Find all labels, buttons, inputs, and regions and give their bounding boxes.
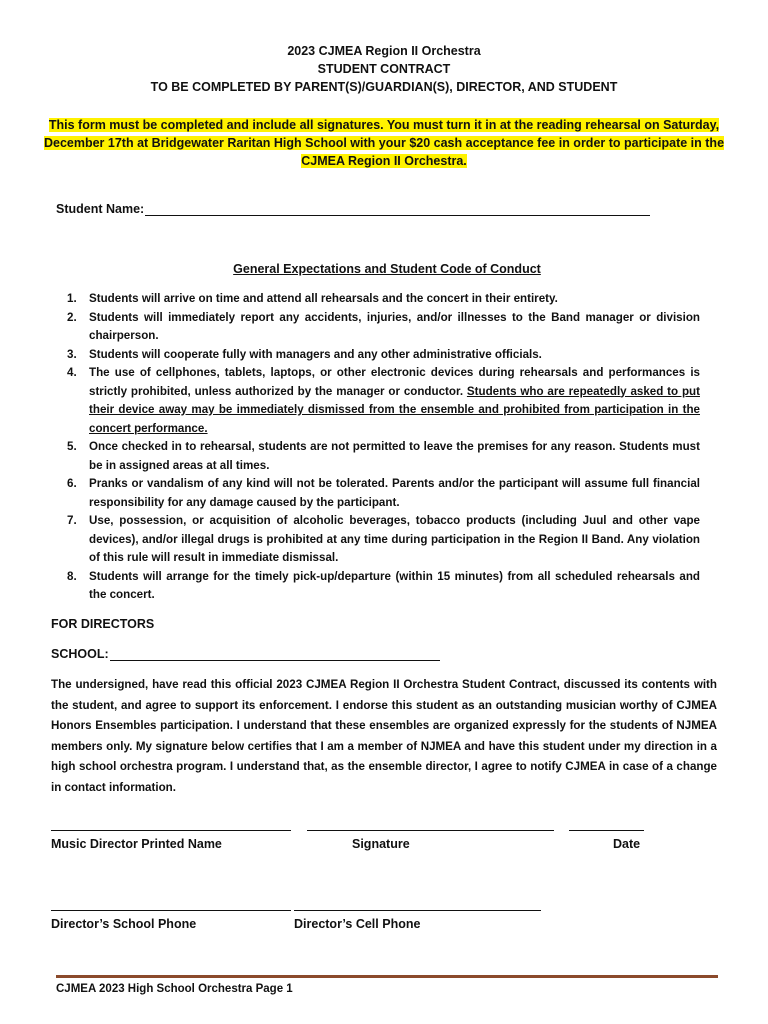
rule-item xyxy=(51,290,700,309)
rule-number: 5. xyxy=(67,440,77,453)
rule-item xyxy=(51,364,700,438)
highlighted-notice xyxy=(40,116,728,170)
student-name-field xyxy=(56,202,650,216)
school-label: SCHOOL: xyxy=(51,647,109,661)
rule-underlined-text: Students who are repeatedly asked to put their device away may be immediately dismissed from the ensemble and prohibited from participation in the concert performance. xyxy=(89,384,700,435)
code-of-conduct-title: General Expectations and Student Code of Conduct xyxy=(233,262,541,276)
rule-text: Pranks or vandalism of any kind will not be tolerated. Parents and/or the participant will assume full financial responsibility for any damage caused by the participant. xyxy=(89,477,700,509)
rule-item xyxy=(51,512,700,568)
printed-name-line[interactable] xyxy=(51,830,291,831)
rule-number: 4. xyxy=(67,366,77,379)
school-line[interactable] xyxy=(110,647,440,661)
date-label: Date xyxy=(613,837,641,851)
rule-number: 8. xyxy=(67,569,77,583)
director-certification-paragraph: The undersigned, have read this official 2023 CJMEA Region II Orchestra Student Contract, discussed its contents with the student, and agree to support its enforcement. I endorse this student as an outstanding musician worthy of CJMEA Honors Ensembles participation. I understand that these ensembles are organized expressly for the students of NJMEA members only. My signature below certifies that I am a member of NJMEA and have this student under my direction in a high school orchestra program. I understand that, as the ensemble director, I agree to notify CJMEA in case of a change in contact information. xyxy=(51,678,717,794)
date-line[interactable] xyxy=(569,830,644,831)
signature-label: Signature xyxy=(352,837,410,851)
rule-item xyxy=(51,438,700,475)
rule-number: 3. xyxy=(67,347,77,361)
rule-number: 6. xyxy=(67,477,77,490)
rule-text: Students will arrange for the timely pick-up/departure (within 15 minutes) from all scheduled rehearsals and the concert. xyxy=(89,569,700,601)
student-name-label: Student Name: xyxy=(56,202,145,216)
rule-item xyxy=(51,475,700,512)
for-directors-heading: FOR DIRECTORS xyxy=(51,617,155,631)
header-instructions: TO BE COMPLETED BY PARENT(S)/GUARDIAN(S), DIRECTOR, AND STUDENT xyxy=(150,80,618,94)
school-field xyxy=(51,647,440,661)
document-header xyxy=(0,42,768,96)
rule-item xyxy=(51,346,700,365)
cell-phone-line[interactable] xyxy=(294,910,541,911)
rule-text: The use of cellphones, tablets, laptops, or other electronic devices during rehearsals and performances is strictly prohibited, unless authorized by the manager or conductor. xyxy=(89,366,700,398)
page-footer: CJMEA 2023 High School Orchestra Page 1 xyxy=(56,983,293,995)
notice-text: This form must be completed and include all signatures. You must turn it in at the reading rehearsal on Saturday, December 17th at Bridgewater Raritan High School with your $20 cash acceptance fee in order to participate in the CJMEA Region II Orchestra. xyxy=(43,118,725,168)
school-phone-label: Director’s School Phone xyxy=(51,917,197,931)
rule-item xyxy=(51,568,700,605)
rules-list xyxy=(51,290,700,605)
rule-number: 1. xyxy=(67,292,77,305)
footer-divider xyxy=(56,975,718,978)
signature-line[interactable] xyxy=(307,830,554,831)
header-contract: STUDENT CONTRACT xyxy=(317,62,451,76)
school-phone-line[interactable] xyxy=(51,910,291,911)
rule-text: Use, possession, or acquisition of alcoholic beverages, tobacco products (including Juul and other vape devices), and/or illegal drugs is prohibited at any time during participation in the Region II Band. Any violation of this rule will result in immediate dismissal. xyxy=(89,514,700,564)
rule-text: Students will cooperate fully with managers and any other administrative officials. xyxy=(89,347,542,361)
student-name-line[interactable] xyxy=(145,202,650,216)
header-title: 2023 CJMEA Region II Orchestra xyxy=(287,44,481,58)
rule-text: Students will arrive on time and attend all rehearsals and the concert in their entirety. xyxy=(89,292,558,305)
rule-text: Students will immediately report any accidents, injuries, and/or illnesses to the Band manager or division chairperson. xyxy=(89,310,700,342)
rule-number: 7. xyxy=(67,514,77,527)
printed-name-label: Music Director Printed Name xyxy=(51,837,222,851)
cell-phone-label: Director’s Cell Phone xyxy=(294,917,421,931)
rule-item xyxy=(51,309,700,346)
rule-number: 2. xyxy=(67,310,77,324)
rule-text: Once checked in to rehearsal, students are not permitted to leave the premises for any reason. Students must be in assigned areas at all times. xyxy=(89,440,700,472)
